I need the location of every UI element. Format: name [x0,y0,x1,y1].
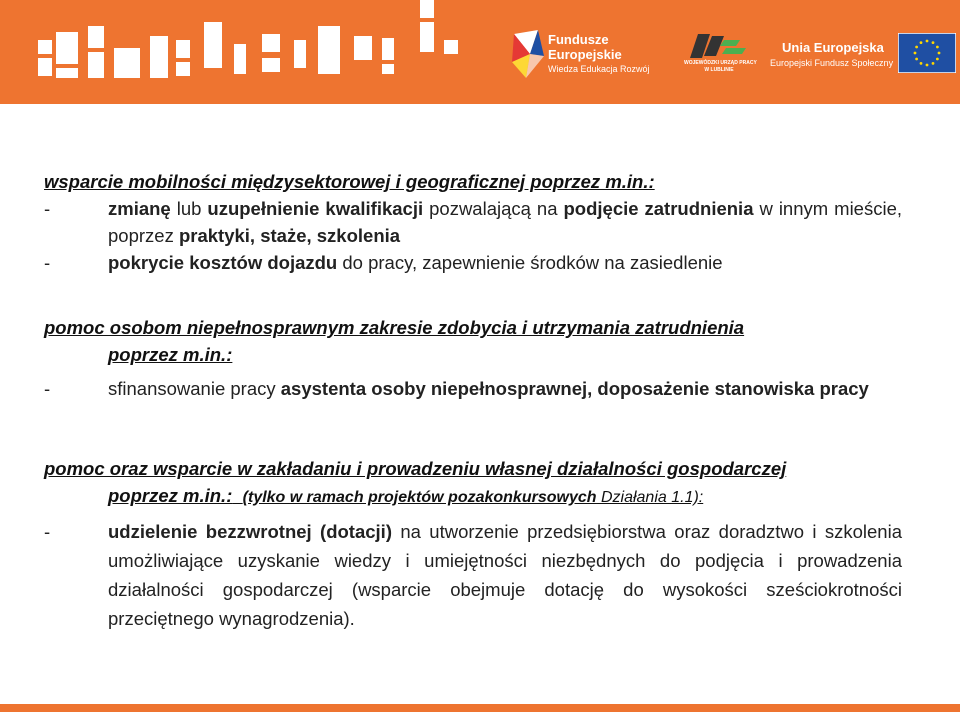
wup-logo-line2: W LUBLINIE [704,67,734,73]
bullet-dash: - [44,252,51,273]
eu-star-icon [926,40,929,43]
eu-logo-line2: Europejski Fundusz Społeczny [770,58,894,68]
eu-star-icon [915,46,918,49]
list-item [44,374,902,403]
text-run: lub [170,198,208,219]
fe-logo-line2: Europejskie [548,47,622,62]
fe-logo-line3: Wiedza Edukacja Rozwój [548,64,650,74]
text-run: pokrycie kosztów dojazdu [108,252,338,273]
section-title-line1: pomoc osobom niepełnosprawnym zakresie zdobycia i utrzymania zatrudnienia [44,317,745,338]
eu-star-icon [920,41,923,44]
fundusze-europejskie-logo [510,26,660,82]
section-title-mobility: wsparcie mobilności międzysektorowej i geograficznej poprzez m.in.: [44,171,655,192]
text-run: podjęcie zatrudnienia [563,198,754,219]
wup-lublin-logo [684,32,757,80]
section-title-line2: poprzez m.in.: [108,344,233,365]
text-run: na utworzenie przedsiębiorstwa oraz doradztwo i szkolenia umożliwiające uzyskanie wiedzy i umiejętności niezbędnych do podjęcia i prowadzenia działalności gospodarczej (wsparcie obejmuje dotację do wysokości sześciokrotności przeciętnego wynagrodzenia). [108,521,902,629]
eu-logo-line1: Unia Europejska [782,40,884,55]
text-run: praktyki, staże, szkolenia [178,225,401,246]
list-item-text [108,374,902,403]
section-note-italic: Działania 1.1): [596,489,704,506]
bullet-dash: - [44,521,51,542]
list-item [44,517,902,633]
text-run: pozwalającą na [423,198,564,219]
list-item-text [108,249,902,276]
fe-logo-line1: Fundusze [548,32,609,47]
eu-star-icon [915,58,918,61]
eu-star-icon [932,41,935,44]
section-title-disabled [44,314,902,368]
eu-flag-icon [898,33,956,73]
eu-logo-text [770,40,894,68]
eu-star-icon [914,52,917,55]
section-title-line1: pomoc oraz wsparcie w zakładaniu i prowadzeniu własnej działalności gospodarczej [44,458,787,479]
bullet-dash: - [44,198,51,219]
footer-bar [0,704,960,712]
slide-content [44,168,902,633]
eu-star-icon [938,52,941,55]
eu-star-icon [932,62,935,65]
text-run: zmianę [108,198,171,219]
eu-star-icon [936,46,939,49]
section-title-business [44,455,902,511]
bullet-dash: - [44,378,51,399]
eu-star-icon [926,64,929,67]
list-item [44,195,902,249]
list-item-text [108,517,902,633]
text-run: uzupełnienie kwalifikacji [207,198,424,219]
eu-star-icon [936,58,939,61]
text-run: udzielenie bezzwrotnej (dotacji) [108,521,392,542]
list-item [44,249,902,276]
list-item-text [108,195,902,249]
section-title-line2-wrap [44,482,902,511]
text-run: do pracy, zapewnienie środków na zasiedlenie [337,252,723,273]
text-run: asystenta osoby niepełnosprawnej, doposażenie stanowiska pracy [280,378,869,399]
fe-graphic-icon [0,0,470,104]
wup-emblem-icon [684,32,754,60]
wup-logo-line1: WOJEWÓDZKI URZĄD PRACY [684,60,757,66]
section-note: (tylko w ramach projektów pozakonkursowych [242,489,597,506]
text-run: w innym mieście, poprzez [108,198,903,246]
text-run: sfinansowanie pracy [108,378,281,399]
header-banner [0,0,960,104]
fe-star-icon [510,26,546,80]
section-title-line2: poprzez m.in.: [108,485,233,506]
eu-star-icon [920,62,923,65]
